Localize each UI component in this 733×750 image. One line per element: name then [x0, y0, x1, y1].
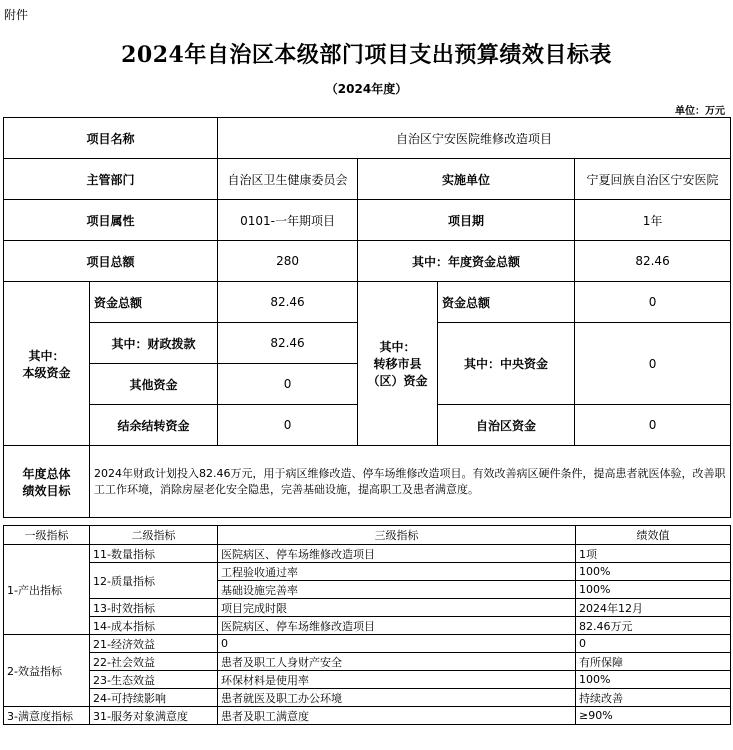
level1-benefit: 2-效益指标: [4, 635, 90, 707]
value-cell: 100%: [576, 581, 731, 599]
level3-cell: 患者及职工人身财产安全: [218, 653, 576, 671]
attr-value: 0101-一年期项目: [218, 200, 358, 241]
level2-cell: 13-时效指标: [90, 599, 218, 617]
level2-cell: 22-社会效益: [90, 653, 218, 671]
header-level1: 一级指标: [4, 526, 90, 545]
header-level2: 二级指标: [90, 526, 218, 545]
level3-cell: 基础设施完善率: [218, 581, 576, 599]
table-row: [4, 671, 731, 689]
impl-value: 宁夏回族自治区宁安医院: [575, 159, 731, 200]
level3-cell: 医院病区、停车场维修改造项目: [218, 545, 576, 563]
row-goal: [4, 446, 731, 518]
value-cell: 0: [576, 635, 731, 653]
value-cell: 100%: [576, 563, 731, 581]
level3-cell: 医院病区、停车场维修改造项目: [218, 617, 576, 635]
goal-text: 2024年财政计划投入82.46万元，用于病区维修改造、停车场维修改造项目。有效改善病区硬件条件，提高患者就医体验，改善职工工作环境，消除房屋老化安全隐患，完善基础设施，提高职工及患者满意度。: [90, 446, 731, 518]
level3-cell: 环保材料是使用率: [218, 671, 576, 689]
table-row: [4, 653, 731, 671]
transfer-total-value: 0: [575, 282, 731, 323]
project-name-value: 自治区宁安医院维修改造项目: [218, 118, 731, 159]
annual-value: 82.46: [575, 241, 731, 282]
value-cell: 有所保障: [576, 653, 731, 671]
funds-total-label: 资金总额: [90, 282, 218, 323]
attr-label: 项目属性: [4, 200, 218, 241]
project-name-label: 项目名称: [4, 118, 218, 159]
row-funds-1: [4, 282, 731, 323]
dept-label: 主管部门: [4, 159, 218, 200]
level2-cell: 11-数量指标: [90, 545, 218, 563]
header-level3: 三级指标: [218, 526, 576, 545]
central-label: 其中：中央资金: [438, 323, 575, 405]
total-label: 项目总额: [4, 241, 218, 282]
level3-cell: 患者就医及职工办公环境: [218, 689, 576, 707]
fiscal-label: 其中：财政拨款: [90, 323, 218, 364]
level2-cell: 23-生态效益: [90, 671, 218, 689]
total-value: 280: [218, 241, 358, 282]
table-row: [4, 563, 731, 581]
level2-cell: 31-服务对象满意度: [90, 707, 218, 725]
impl-label: 实施单位: [358, 159, 575, 200]
table-row: [4, 545, 731, 563]
level1-output: 1-产出指标: [4, 545, 90, 635]
indicator-header-row: [4, 526, 731, 545]
attachment-label: 附件: [4, 8, 29, 22]
transfer-funds-label: 其中： 转移市县 （区）资金: [358, 282, 438, 446]
other-value: 0: [218, 364, 358, 405]
row-project-name: [4, 118, 731, 159]
annual-label: 其中：年度资金总额: [358, 241, 575, 282]
indicator-table: [3, 525, 731, 725]
row-attribute: [4, 200, 731, 241]
value-cell: 82.46万元: [576, 617, 731, 635]
table-row: [4, 635, 731, 653]
fiscal-value: 82.46: [218, 323, 358, 364]
table-row: [4, 689, 731, 707]
header-value: 绩效值: [576, 526, 731, 545]
document-title: 2024年自治区本级部门项目支出预算绩效目标表: [121, 42, 612, 68]
region-label: 自治区资金: [438, 405, 575, 446]
row-department: [4, 159, 731, 200]
document-subtitle: （2024年度）: [325, 82, 408, 96]
value-cell: 持续改善: [576, 689, 731, 707]
table-row: [4, 617, 731, 635]
value-cell: 100%: [576, 671, 731, 689]
dept-value: 自治区卫生健康委员会: [218, 159, 358, 200]
transfer-total-label: 资金总额: [438, 282, 575, 323]
region-value: 0: [575, 405, 731, 446]
level3-cell: 项目完成时限: [218, 599, 576, 617]
value-cell: 2024年12月: [576, 599, 731, 617]
value-cell: ≥90%: [576, 707, 731, 725]
level2-cell: 24-可持续影响: [90, 689, 218, 707]
carry-value: 0: [218, 405, 358, 446]
central-value: 0: [575, 323, 731, 405]
unit-label: 单位：万元: [675, 106, 725, 117]
period-value: 1年: [575, 200, 731, 241]
level2-cell: 12-质量指标: [90, 563, 218, 599]
carry-label: 结余结转资金: [90, 405, 218, 446]
level-funds-label: 其中： 本级资金: [4, 282, 90, 446]
other-label: 其他资金: [90, 364, 218, 405]
row-total: [4, 241, 731, 282]
level3-cell: 工程验收通过率: [218, 563, 576, 581]
table-row: [4, 707, 731, 725]
level3-cell: 患者及职工满意度: [218, 707, 576, 725]
project-info-table: [3, 117, 731, 518]
table-row: [4, 599, 731, 617]
level2-cell: 21-经济效益: [90, 635, 218, 653]
goal-label: 年度总体 绩效目标: [4, 446, 90, 518]
funds-total-value: 82.46: [218, 282, 358, 323]
period-label: 项目期: [358, 200, 575, 241]
level1-satisfaction: 3-满意度指标: [4, 707, 90, 725]
value-cell: 1项: [576, 545, 731, 563]
level3-cell: 0: [218, 635, 576, 653]
level2-cell: 14-成本指标: [90, 617, 218, 635]
